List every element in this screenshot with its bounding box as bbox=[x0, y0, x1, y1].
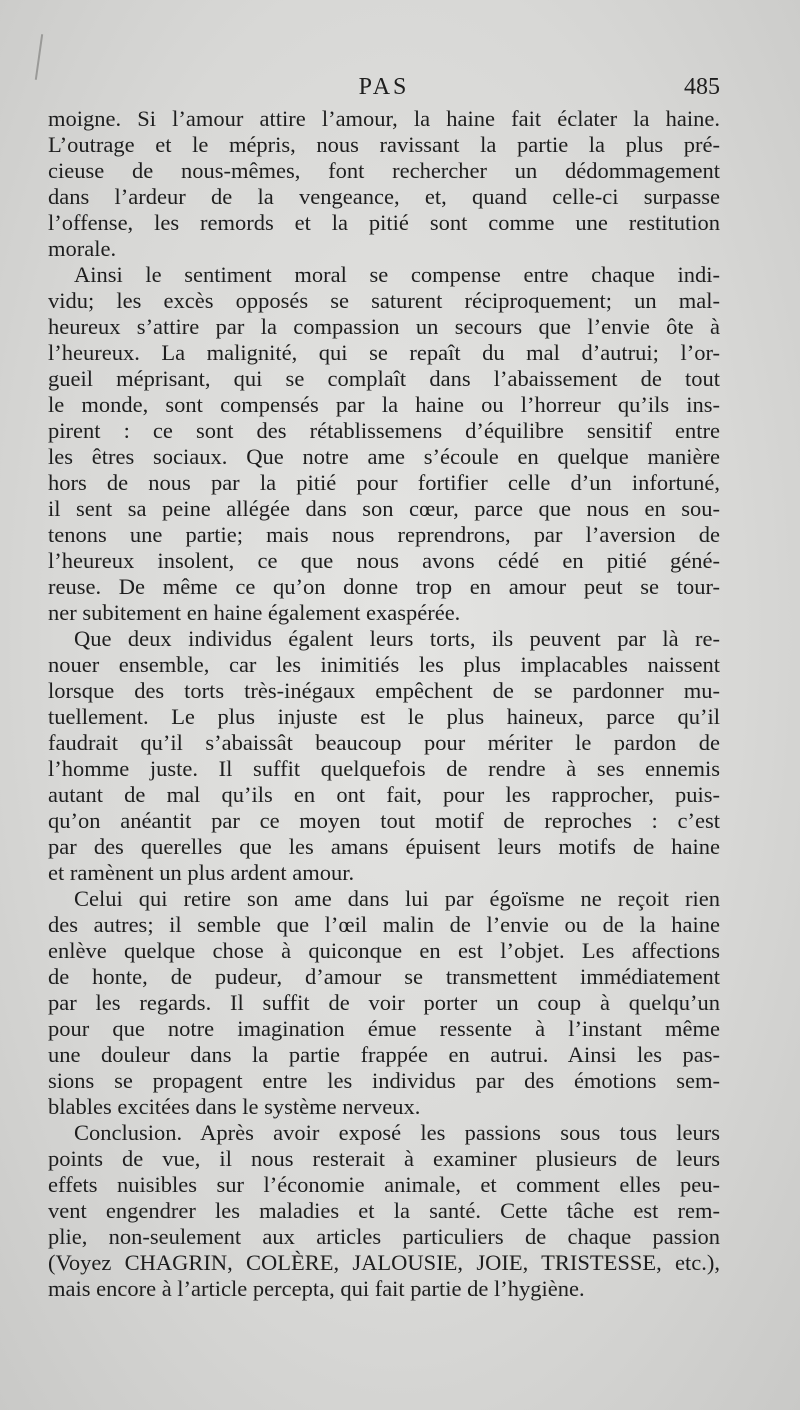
text-line: ner subitement en haine également exaspérée. bbox=[48, 600, 461, 625]
page-number: 485 bbox=[684, 74, 720, 100]
margin-mark bbox=[35, 34, 43, 80]
text-line: blables excitées dans le système nerveux. bbox=[48, 1094, 421, 1119]
text-line: qu’on anéantit par ce moyen tout motif de reproches : c’est bbox=[48, 808, 720, 833]
paragraph-first-line: Celui qui retire son ame dans lui par égoïsme ne reçoit rien bbox=[74, 886, 720, 911]
text-line: sions se propagent entre les individus par des émotions sem- bbox=[48, 1068, 720, 1093]
text-line: pour que notre imagination émue ressente à l’instant même bbox=[48, 1016, 720, 1041]
paragraph-first-line: Ainsi le sentiment moral se compense entre chaque indi- bbox=[74, 262, 720, 287]
text-line: mais encore à l’article percepta, qui fait partie de l’hygiène. bbox=[48, 1276, 585, 1301]
text-line: l’homme juste. Il suffit quelquefois de rendre à ses ennemis bbox=[48, 756, 720, 781]
text-line: dans l’ardeur de la vengeance, et, quand celle-ci surpasse bbox=[48, 184, 720, 209]
text-line: l’heureux. La malignité, qui se repaît du mal d’autrui; l’or- bbox=[48, 340, 720, 365]
text-line: hors de nous par la pitié pour fortifier celle d’un infortuné, bbox=[48, 470, 720, 495]
text-line: il sent sa peine allégée dans son cœur, parce que nous en sou- bbox=[48, 496, 720, 521]
text-line: enlève quelque chose à quiconque en est l’objet. Les affections bbox=[48, 938, 720, 963]
text-line: heureux s’attire par la compassion un secours que l’envie ôte à bbox=[48, 314, 720, 339]
body-text bbox=[48, 106, 720, 1302]
text-line: lorsque des torts très-inégaux empêchent de se pardonner mu- bbox=[48, 678, 720, 703]
text-line: vidu; les excès opposés se saturent réciproquement; un mal- bbox=[48, 288, 720, 313]
text-line: par des querelles que les amans épuisent leurs motifs de haine bbox=[48, 834, 720, 859]
text-line: des autres; il semble que l’œil malin de l’envie ou de la haine bbox=[48, 912, 720, 937]
text-line: effets nuisibles sur l’économie animale, et comment elles peu- bbox=[48, 1172, 720, 1197]
text-line: points de vue, il nous resterait à examiner plusieurs de leurs bbox=[48, 1146, 720, 1171]
text-line: par les regards. Il suffit de voir porter un coup à quelqu’un bbox=[48, 990, 720, 1015]
text-line: de honte, de pudeur, d’amour se transmettent immédiatement bbox=[48, 964, 720, 989]
text-line: cieuse de nous-mêmes, font rechercher un dédommagement bbox=[48, 158, 720, 183]
running-title: PAS bbox=[358, 74, 410, 100]
text-line: vent engendrer les maladies et la santé. Cette tâche est rem- bbox=[48, 1198, 720, 1223]
text-line: les êtres sociaux. Que notre ame s’écoule en quelque manière bbox=[48, 444, 720, 469]
text-line: tuellement. Le plus injuste est le plus haineux, parce qu’il bbox=[48, 704, 720, 729]
paragraph-first-line: Conclusion. Après avoir exposé les passions sous tous leurs bbox=[74, 1120, 720, 1145]
text-line: l’offense, les remords et la pitié sont comme une restitution bbox=[48, 210, 720, 235]
text-line: autant de mal qu’ils en ont fait, pour les rapprocher, puis- bbox=[48, 782, 720, 807]
paragraph-first-line: Que deux individus égalent leurs torts, ils peuvent par là re- bbox=[74, 626, 720, 651]
text-line: moigne. Si l’amour attire l’amour, la haine fait éclater la haine. bbox=[48, 106, 720, 131]
text-line: L’outrage et le mépris, nous ravissant la partie la plus pré- bbox=[48, 132, 720, 157]
text-line: pirent : ce sont des rétablissemens d’équilibre sensitif entre bbox=[48, 418, 720, 443]
text-line: une douleur dans la partie frappée en autrui. Ainsi les pas- bbox=[48, 1042, 720, 1067]
text-line: (Voyez CHAGRIN, COLÈRE, JALOUSIE, JOIE, TRISTESSE, etc.), bbox=[48, 1250, 720, 1275]
text-line: nouer ensemble, car les inimitiés les plus implacables naissent bbox=[48, 652, 720, 677]
text-line: reuse. De même ce qu’on donne trop en amour peut se tour- bbox=[48, 574, 720, 599]
text-line: et ramènent un plus ardent amour. bbox=[48, 860, 355, 885]
page-header bbox=[48, 74, 720, 104]
text-line: gueil méprisant, qui se complaît dans l’abaissement de tout bbox=[48, 366, 720, 391]
text-line: le monde, sont compensés par la haine ou l’horreur qu’ils ins- bbox=[48, 392, 720, 417]
text-line: tenons une partie; mais nous reprendrons, par l’aversion de bbox=[48, 522, 720, 547]
text-line: plie, non-seulement aux articles particuliers de chaque passion bbox=[48, 1224, 720, 1249]
text-line: l’heureux insolent, ce que nous avons cédé en pitié géné- bbox=[48, 548, 720, 573]
text-line: morale. bbox=[48, 236, 117, 261]
text-line: faudrait qu’il s’abaissât beaucoup pour mériter le pardon de bbox=[48, 730, 720, 755]
